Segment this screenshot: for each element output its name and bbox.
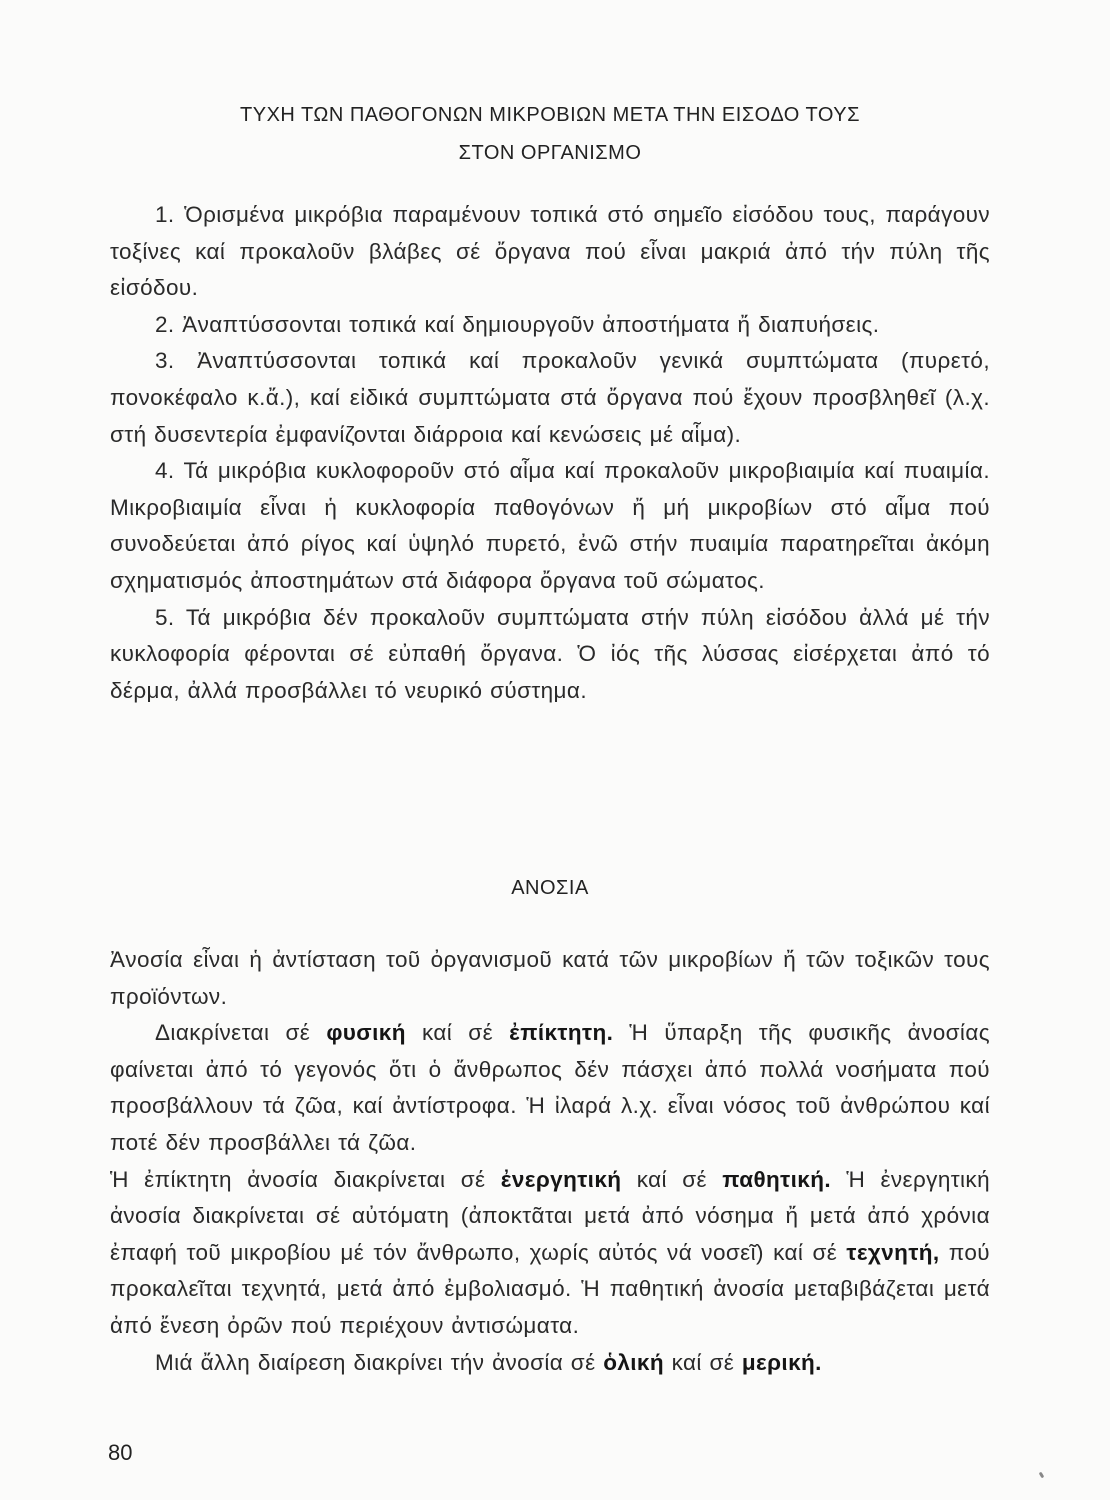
section-title-line-2: ΣΤΟΝ ΟΡΓΑΝΙΣΜΟ bbox=[458, 142, 642, 164]
term-passive: παθητική. bbox=[722, 1166, 832, 1192]
paragraph-other-division: Μιά ἄλλη διαίρεση διακρίνει τήν ἀνοσία σέ ὁλική καί σέ μερική. bbox=[155, 1349, 822, 1375]
section-2-body bbox=[110, 942, 990, 1381]
term-partial: μερική. bbox=[741, 1349, 822, 1375]
paragraph-immunity-types: Διακρίνεται σέ φυσική καί σέ ἐπίκτητη. Ἡ ὕπαρξη τῆς φυσικῆς ἀνοσίας φαίνεται ἀπό τό γεγονός ὅτι ὁ ἄνθρωπος δέν πάσχει ἀπό πολλά νοσήματα πού προσβάλλουν τά ζῶα, καί ἀντίστροφα. Ἡ ἰλαρά λ.χ. εἶναι νόσος τοῦ ἀνθρώπου καί ποτέ δέν προσβάλλει τά ζῶα. bbox=[110, 1020, 990, 1155]
paragraph-3: 3. Ἀναπτύσσονται τοπικά καί προκαλοῦν γενικά συμπτώματα (πυρετό, πονοκέφαλο κ.ἄ.), καί εἰδικά συμπτώματα στά ὄργανα πού ἔχουν προσβληθεῖ (λ.χ. στή δυσεντερία ἐμφανίζονται διάρροια καί κενώσεις μέ αἷμα). bbox=[110, 348, 990, 447]
term-artificial: τεχνητή, bbox=[846, 1239, 940, 1265]
term-active: ἐνεργητική bbox=[500, 1166, 622, 1192]
term-natural: φυσική bbox=[326, 1020, 406, 1046]
paragraph-5: 5. Τά μικρόβια δέν προκαλοῦν συμπτώματα στήν πύλη εἰσόδου ἀλλά μέ τήν κυκλοφορία φέρονται σέ εὐπαθή ὄργανα. Ὁ ἰός τῆς λύσσας εἰσέρχεται ἀπό τό δέρμα, ἀλλά προσβάλλει τό νευρικό σύστημα. bbox=[110, 604, 990, 703]
paragraph-1: 1. Ὁρισμένα μικρόβια παραμένουν τοπικά στό σημεῖο εἰσόδου τους, παράγουν τοξίνες καί προκαλοῦν βλάβες σέ ὄργανα πού εἶναι μακριά ἀπό τήν πύλη τῆς εἰσόδου. bbox=[110, 202, 990, 301]
term-total: ὁλική bbox=[603, 1349, 664, 1375]
scan-speck bbox=[1039, 1472, 1045, 1479]
section-title-line-1: ΤΥΧΗ ΤΩΝ ΠΑΘΟΓΟΝΩΝ ΜΙΚΡΟΒΙΩΝ ΜΕΤΑ ΤΗΝ ΕΙΣΟΔΟ ΤΟΥΣ bbox=[240, 104, 860, 126]
section-1-body bbox=[110, 197, 990, 709]
page-number: 80 bbox=[108, 1440, 133, 1465]
paragraph-acquired-immunity: Ἡ ἐπίκτητη ἀνοσία διακρίνεται σέ ἐνεργητική καί σέ παθητική. Ἡ ἐνεργητική ἀνοσία διακρίνεται σέ αὐτόματη (ἀποκτᾶται μετά ἀπό νόσημα ἤ μετά ἀπό χρόνια ἐπαφή τοῦ μικροβίου μέ τόν ἄνθρωπο, χωρίς αὐτός νά νοσεῖ) καί σέ τεχνητή, πού προκαλεῖται τεχνητά, μετά ἀπό ἐμβολιασμό. Ἡ παθητική ἀνοσία μεταβιβάζεται μετά ἀπό ἔνεση ὀρῶν πού περιέχουν ἀντισώματα. bbox=[110, 1166, 990, 1338]
paragraph-immunity-definition: Ἀνοσία εἶναι ἡ ἀντίσταση τοῦ ὀργανισμοῦ κατά τῶν μικροβίων ἤ τῶν τοξικῶν τους προϊόντων. bbox=[110, 947, 990, 1009]
term-acquired: ἐπίκτητη. bbox=[509, 1020, 614, 1046]
paragraph-4: 4. Τά μικρόβια κυκλοφοροῦν στό αἷμα καί προκαλοῦν μικροβιαιμία καί πυαιμία. Μικροβιαιμία εἶναι ἡ κυκλοφορία παθογόνων ἤ μή μικροβίων στό αἷμα πού συνοδεύεται ἀπό ρίγος καί ὑψηλό πυρετό, ἐνῶ στήν πυαιμία παρατηρεῖται ἀκόμη σχηματισμός ἀποστημάτων στά διάφορα ὄργανα τοῦ σώματος. bbox=[110, 458, 990, 593]
paragraph-2: 2. Ἀναπτύσσονται τοπικά καί δημιουργοῦν ἀποστήματα ἤ διαπυήσεις. bbox=[155, 311, 880, 337]
section-2-title: ΑΝΟΣΙΑ bbox=[511, 877, 589, 899]
